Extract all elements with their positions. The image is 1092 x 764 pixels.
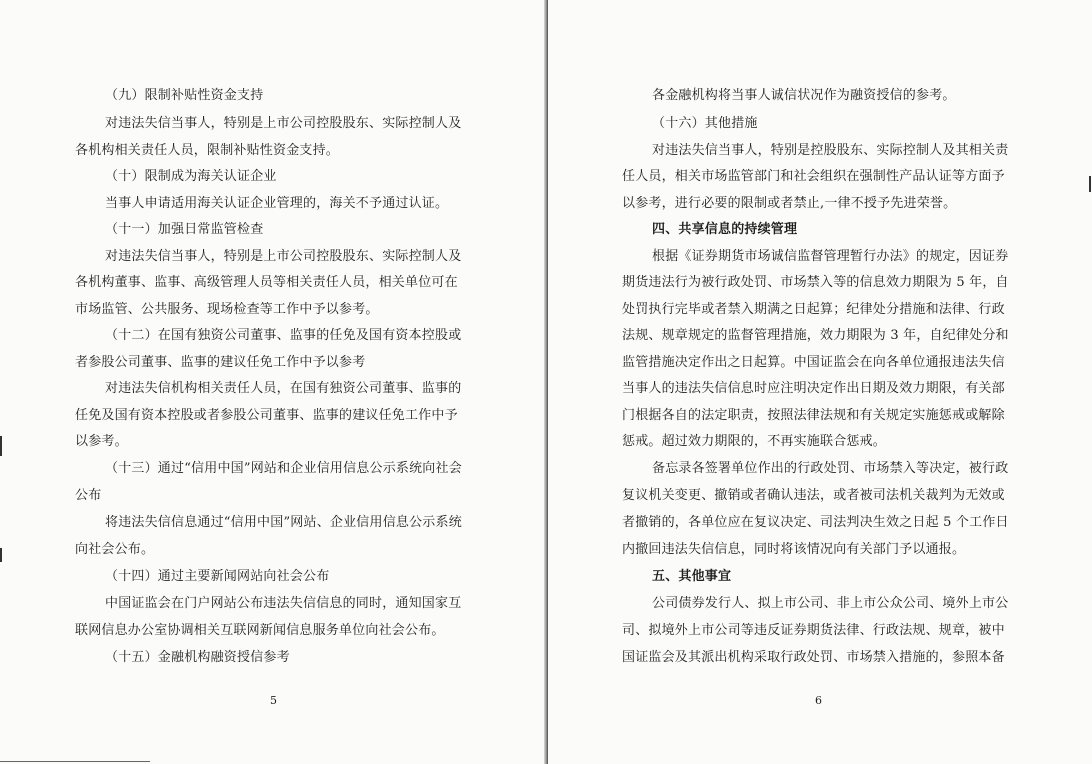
text-line: 法规、规章规定的监督管理措施，效力期限为 3 年，自纪律处分和 — [622, 328, 1009, 343]
section-heading: 公布 — [75, 488, 102, 503]
text-line: 处罚执行完毕或者禁入期满之日起算；纪律处分措施和法律、行政 — [622, 302, 1005, 317]
text-line: 联网信息办公室协调相关互联网新闻信息服务单位向社会公布。 — [75, 623, 445, 638]
page-number: 5 — [270, 694, 277, 707]
chapter-heading: 四、共享信息的持续管理 — [652, 222, 798, 237]
scan-edge-mark — [0, 761, 150, 762]
page-number: 6 — [815, 694, 822, 707]
text-line: 备忘录各签署单位作出的行政处罚、市场禁入等决定，被行政 — [652, 461, 1009, 476]
text-line: 当事人申请适用海关认证企业管理的，海关不予通过认证。 — [105, 196, 449, 211]
text-line: 各机构董事、监事、高级管理人员等相关责任人员，相关单位可在 — [75, 275, 458, 290]
text-line: 对违法失信当事人，特别是上市公司控股股东、实际控制人及 — [105, 116, 462, 131]
scan-edge-mark — [1089, 176, 1091, 192]
text-line: 中国证监会在门户网站公布违法失信信息的同时，通知国家互 — [105, 596, 462, 611]
section-heading: （九）限制补贴性资金支持 — [105, 88, 264, 103]
text-line: 公司债券发行人、拟上市公司、非上市公众公司、境外上市公 — [652, 596, 1009, 611]
text-line: 当事人的违法失信信息时应注明决定作出日期及效力期限，有关部 — [622, 381, 1005, 396]
section-heading: （十六）其他措施 — [652, 116, 758, 131]
section-heading: （十一）加强日常监管检查 — [105, 222, 264, 237]
text-line: 根据《证券期货市场诚信监督管理暂行办法》的规定，因证券 — [652, 249, 1009, 264]
text-line: 将违法失信信息通过“信用中国”网站、企业信用信息公示系统 — [105, 515, 462, 530]
text-line: 复议机关变更、撤销或者确认违法，或者被司法机关裁判为无效或 — [622, 488, 1005, 503]
section-heading: （十二）在国有独资公司董事、监事的任免及国有资本控股或 — [105, 328, 462, 343]
text-line: 司、拟境外上市公司等违反证券期货法律、行政法规、规章，被中 — [622, 623, 1005, 638]
text-line: 对违法失信当事人，特别是上市公司控股股东、实际控制人及 — [105, 249, 462, 264]
chapter-heading: 五、其他事宜 — [652, 569, 732, 584]
text-line: 对违法失信当事人，特别是控股股东、实际控制人及其相关责 — [652, 143, 1009, 158]
text-line: 任人员，相关市场监管部门和社会组织在强制性产品认证等方面予 — [622, 169, 1005, 184]
text-line: 对违法失信机构相关责任人员，在国有独资公司董事、监事的 — [105, 381, 462, 396]
text-line: 向社会公布。 — [75, 542, 155, 557]
text-line: 惩戒。超过效力期限的，不再实施联合惩戒。 — [622, 434, 887, 449]
text-line: 国证监会及其派出机构采取行政处罚、市场禁入措施的，参照本备 — [622, 650, 1005, 665]
section-heading: （十五）金融机构融资授信参考 — [105, 650, 290, 665]
scan-edge-mark — [0, 436, 2, 456]
section-heading: 者参股公司董事、监事的建议任免工作中予以参考 — [75, 355, 366, 370]
text-line: 任免及国有资本控股或者参股公司董事、监事的建议任免工作中予 — [75, 408, 458, 423]
text-line: 者撤销的，各单位应在复议决定、司法判决生效之日起 5 个工作日 — [622, 515, 1009, 530]
section-heading: （十四）通过主要新闻网站向社会公布 — [105, 569, 330, 584]
text-line: 以参考。 — [75, 434, 128, 449]
text-line: 内撤回违法失信信息，同时将该情况向有关部门予以通报。 — [622, 542, 966, 557]
text-line: 各机构相关责任人员，限制补贴性资金支持。 — [75, 143, 340, 158]
text-line: 市场监管、公共服务、现场检查等工作中予以参考。 — [75, 302, 379, 317]
text-line: 期货违法行为被行政处罚、市场禁入等的信息效力期限为 5 年，自 — [622, 275, 1009, 290]
section-heading: （十三）通过“信用中国”网站和企业信用信息公示系统向社会 — [105, 461, 462, 476]
section-heading: （十）限制成为海关认证企业 — [105, 169, 277, 184]
text-line: 以参考，进行必要的限制或者禁止,一律不授予先进荣誉。 — [622, 196, 957, 211]
text-line: 门根据各自的法定职责，按照法律法规和有关规定实施惩戒或解除 — [622, 408, 1005, 423]
scan-edge-mark — [0, 548, 2, 562]
text-line: 监管措施决定作出之日起算。中国证监会在向各单位通报违法失信 — [622, 355, 1005, 370]
text-line: 各金融机构将当事人诚信状况作为融资授信的参考。 — [652, 88, 956, 103]
